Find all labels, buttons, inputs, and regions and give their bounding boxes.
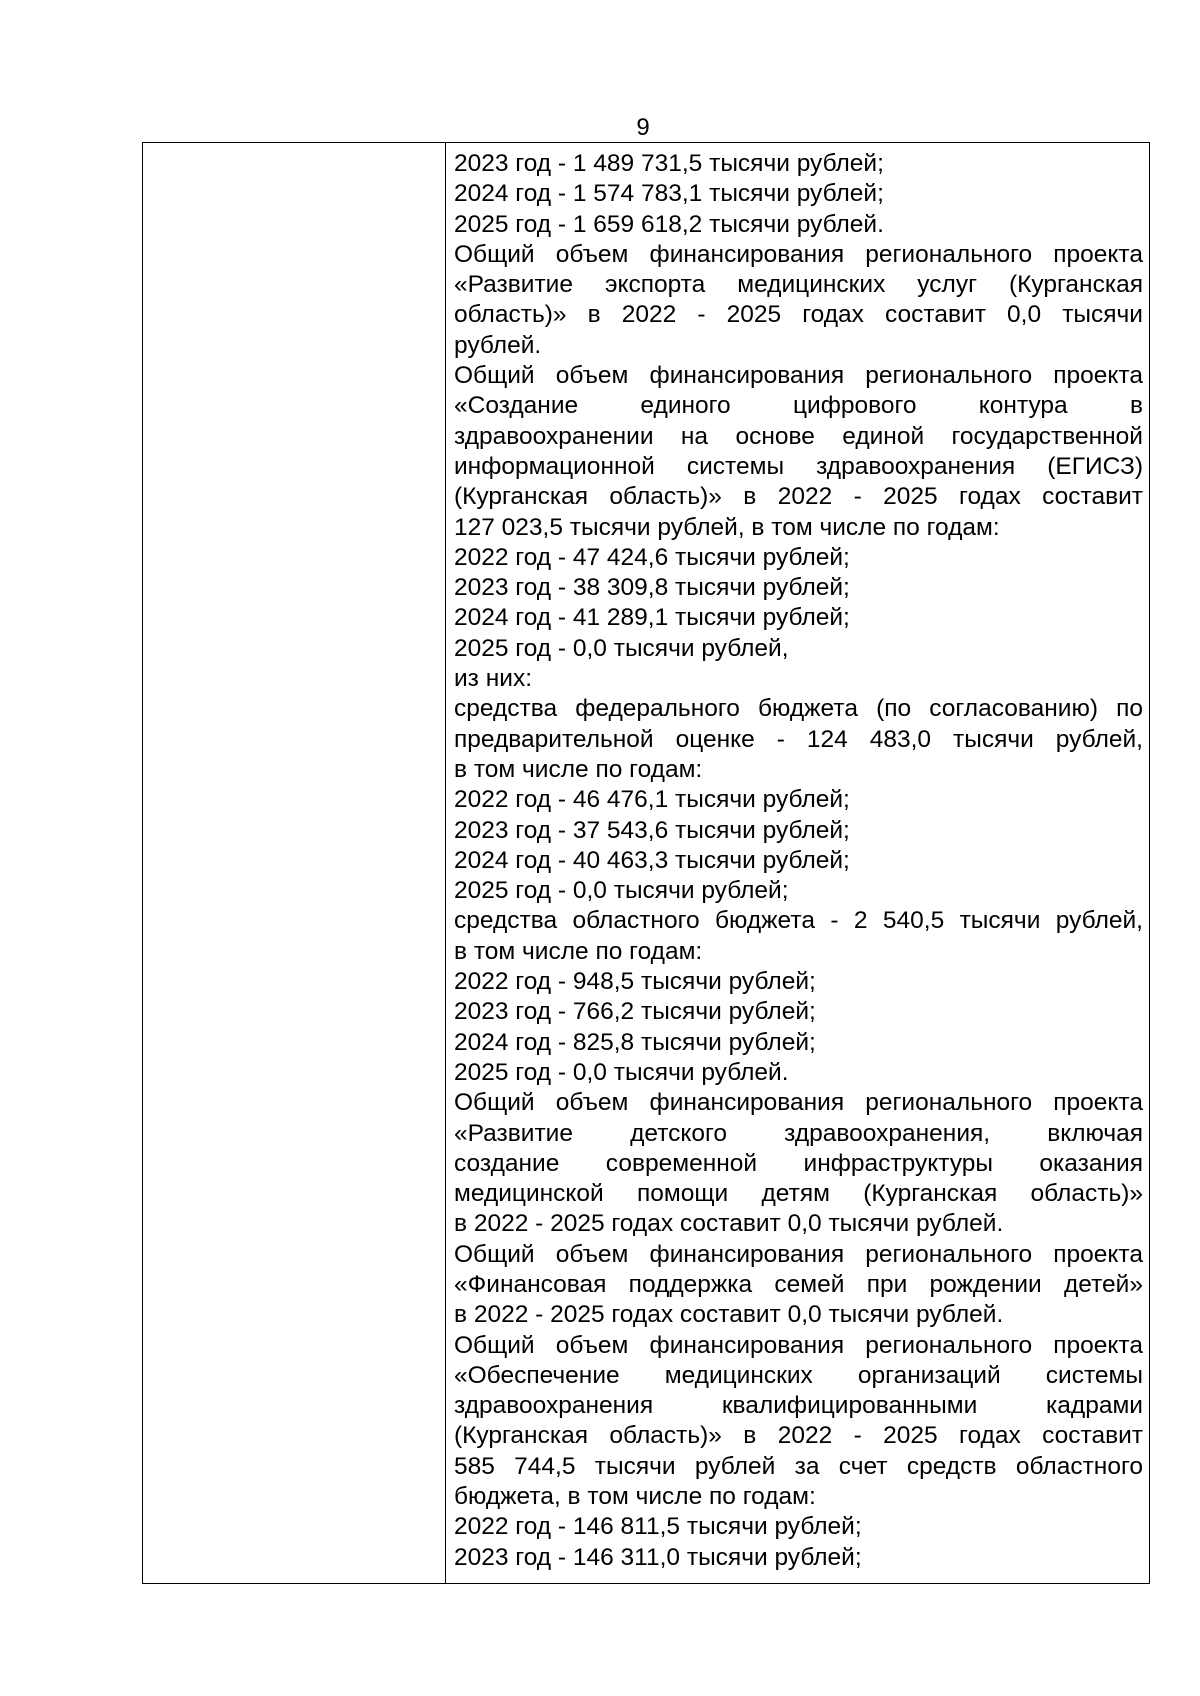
text-line: 2025 год - 0,0 тысячи рублей, bbox=[454, 634, 789, 662]
text-line: в том числе по годам: bbox=[454, 937, 703, 965]
text-line: 2024 год - 825,8 тысячи рублей; bbox=[454, 1028, 816, 1056]
text-line: медицинской помощи детям (Курганская область)» bbox=[454, 1180, 1143, 1208]
text-line: Общий объем финансирования регионального проекта bbox=[454, 362, 1143, 390]
text-line: «Финансовая поддержка семей при рождении детей» bbox=[454, 1270, 1143, 1298]
text-line: Общий объем финансирования регионального проекта bbox=[454, 1089, 1143, 1117]
text-line: Общий объем финансирования регионального проекта bbox=[454, 1240, 1143, 1268]
text-line: 2023 год - 37 543,6 тысячи рублей; bbox=[454, 816, 850, 844]
text-line: 127 023,5 тысячи рублей, в том числе по годам: bbox=[454, 513, 1000, 541]
text-line: «Обеспечение медицинских организаций системы bbox=[454, 1361, 1143, 1389]
text-line: 2022 год - 47 424,6 тысячи рублей; bbox=[454, 543, 850, 571]
text-line: в том числе по годам: bbox=[454, 755, 703, 783]
text-line: 585 744,5 тысячи рублей за счет средств областного bbox=[454, 1452, 1143, 1480]
text-line: 2024 год - 41 289,1 тысячи рублей; bbox=[454, 604, 850, 632]
text-line: предварительной оценке - 124 483,0 тысячи рублей, bbox=[454, 725, 1143, 753]
text-line: «Развитие детского здравоохранения, включая bbox=[454, 1119, 1143, 1147]
text-line: 2024 год - 1 574 783,1 тысячи рублей; bbox=[454, 180, 884, 208]
text-line: «Развитие экспорта медицинских услуг (Курганская bbox=[454, 271, 1143, 299]
text-line: информационной системы здравоохранения (ЕГИСЗ) bbox=[454, 452, 1143, 480]
text-line: (Курганская область)» в 2022 - 2025 годах составит bbox=[454, 483, 1143, 511]
text-line: 2023 год - 38 309,8 тысячи рублей; bbox=[454, 574, 850, 602]
text-line: 2022 год - 948,5 тысячи рублей; bbox=[454, 968, 816, 996]
text-line: 2023 год - 1 489 731,5 тысячи рублей; bbox=[454, 150, 884, 177]
page-number: 9 bbox=[636, 114, 650, 141]
text-line: 2022 год - 46 476,1 тысячи рублей; bbox=[454, 786, 850, 814]
text-line: 2022 год - 146 811,5 тысячи рублей; bbox=[454, 1513, 862, 1541]
table-left-cell bbox=[143, 143, 446, 1583]
text-line: «Создание единого цифрового контура в bbox=[454, 392, 1143, 420]
text-line: средства федерального бюджета (по согласованию) по bbox=[454, 695, 1143, 723]
text-line: Общий объем финансирования регионального проекта bbox=[454, 1331, 1143, 1359]
text-line: (Курганская область)» в 2022 - 2025 годах составит bbox=[454, 1422, 1143, 1450]
text-line: 2025 год - 0,0 тысячи рублей. bbox=[454, 1058, 789, 1086]
text-line: в 2022 - 2025 годах составит 0,0 тысячи рублей. bbox=[454, 1301, 1004, 1329]
text-line: из них: bbox=[454, 665, 532, 693]
financing-table bbox=[142, 142, 1150, 1584]
text-line: средства областного бюджета - 2 540,5 тысячи рублей, bbox=[454, 907, 1143, 935]
text-line: 2023 год - 766,2 тысячи рублей; bbox=[454, 998, 816, 1026]
text-line: здравоохранении на основе единой государственной bbox=[454, 422, 1143, 450]
text-line: 2023 год - 146 311,0 тысячи рублей; bbox=[454, 1543, 862, 1571]
text-line: здравоохранения квалифицированными кадрами bbox=[454, 1392, 1143, 1420]
text-line: 2024 год - 40 463,3 тысячи рублей; bbox=[454, 846, 850, 874]
text-line: Общий объем финансирования регионального проекта bbox=[454, 240, 1143, 268]
text-line: в 2022 - 2025 годах составит 0,0 тысячи рублей. bbox=[454, 1210, 1004, 1238]
text-line: бюджета, в том числе по годам: bbox=[454, 1483, 816, 1511]
table-right-cell bbox=[454, 149, 1143, 1573]
text-line: создание современной инфраструктуры оказания bbox=[454, 1149, 1143, 1177]
text-line: рублей. bbox=[454, 331, 542, 359]
text-line: область)» в 2022 - 2025 годах составит 0,0 тысячи bbox=[454, 301, 1143, 329]
text-line: 2025 год - 1 659 618,2 тысячи рублей. bbox=[454, 210, 884, 238]
text-line: 2025 год - 0,0 тысячи рублей; bbox=[454, 877, 789, 905]
